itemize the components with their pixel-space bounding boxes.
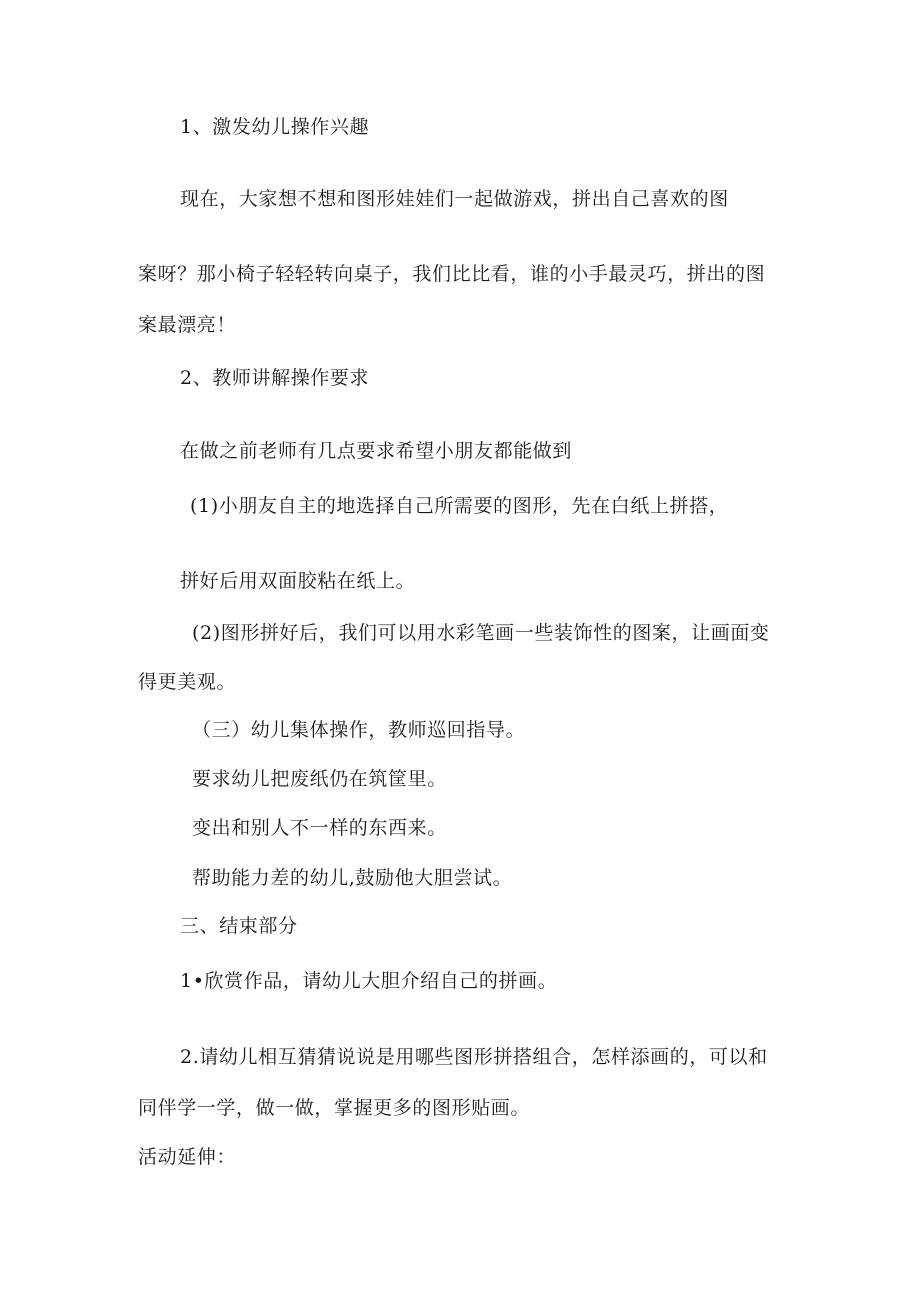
- list-item: (1)小朋友自主的地选择自己所需要的图形，先在白纸上拼搭，: [190, 495, 729, 517]
- paragraph-line: 现在，大家想不想和图形娃娃们一起做游戏，拼出自己喜欢的图: [180, 188, 729, 210]
- heading-teacher-requirements: 2、教师讲解操作要求: [180, 367, 370, 389]
- paragraph-line: 同伴学一学，做一做，掌握更多的图形贴画。: [138, 1097, 531, 1119]
- paragraph-line: 在做之前老师有几点要求希望小朋友都能做到: [180, 440, 573, 462]
- paragraph-line: 得更美观。: [138, 671, 237, 693]
- list-item: 变出和别人不一样的东西来。: [192, 817, 447, 839]
- list-item: 1•欣赏作品，请幼儿大胆介绍自己的拼画。: [180, 970, 558, 992]
- heading-group-operation: （三）幼儿集体操作，教师巡回指导。: [192, 719, 526, 741]
- paragraph-line: 案呀？那小椅子轻轻转向桌子，我们比比看，谁的小手最灵巧，拼出的图: [138, 263, 766, 285]
- paragraph-line: 案最漂亮！: [138, 314, 237, 336]
- list-item: 帮助能力差的幼儿,鼓励他大胆尝试。: [192, 867, 513, 889]
- paragraph-line: 拼好后用双面胶粘在纸上。: [180, 570, 416, 592]
- list-item: 2.请幼儿相互猜猜说说是用哪些图形拼搭组合，怎样添画的，可以和: [180, 1046, 768, 1068]
- list-item: (2)图形拼好后，我们可以用水彩笔画一些装饰性的图案，让画面变: [192, 622, 770, 644]
- heading-activity-extension: 活动延伸：: [138, 1146, 237, 1168]
- heading-ending-part: 三、结束部分: [180, 915, 298, 937]
- list-item: 要求幼儿把废纸仍在筑筐里。: [192, 768, 447, 790]
- heading-stimulate-interest: 1、激发幼儿操作兴趣: [180, 116, 370, 138]
